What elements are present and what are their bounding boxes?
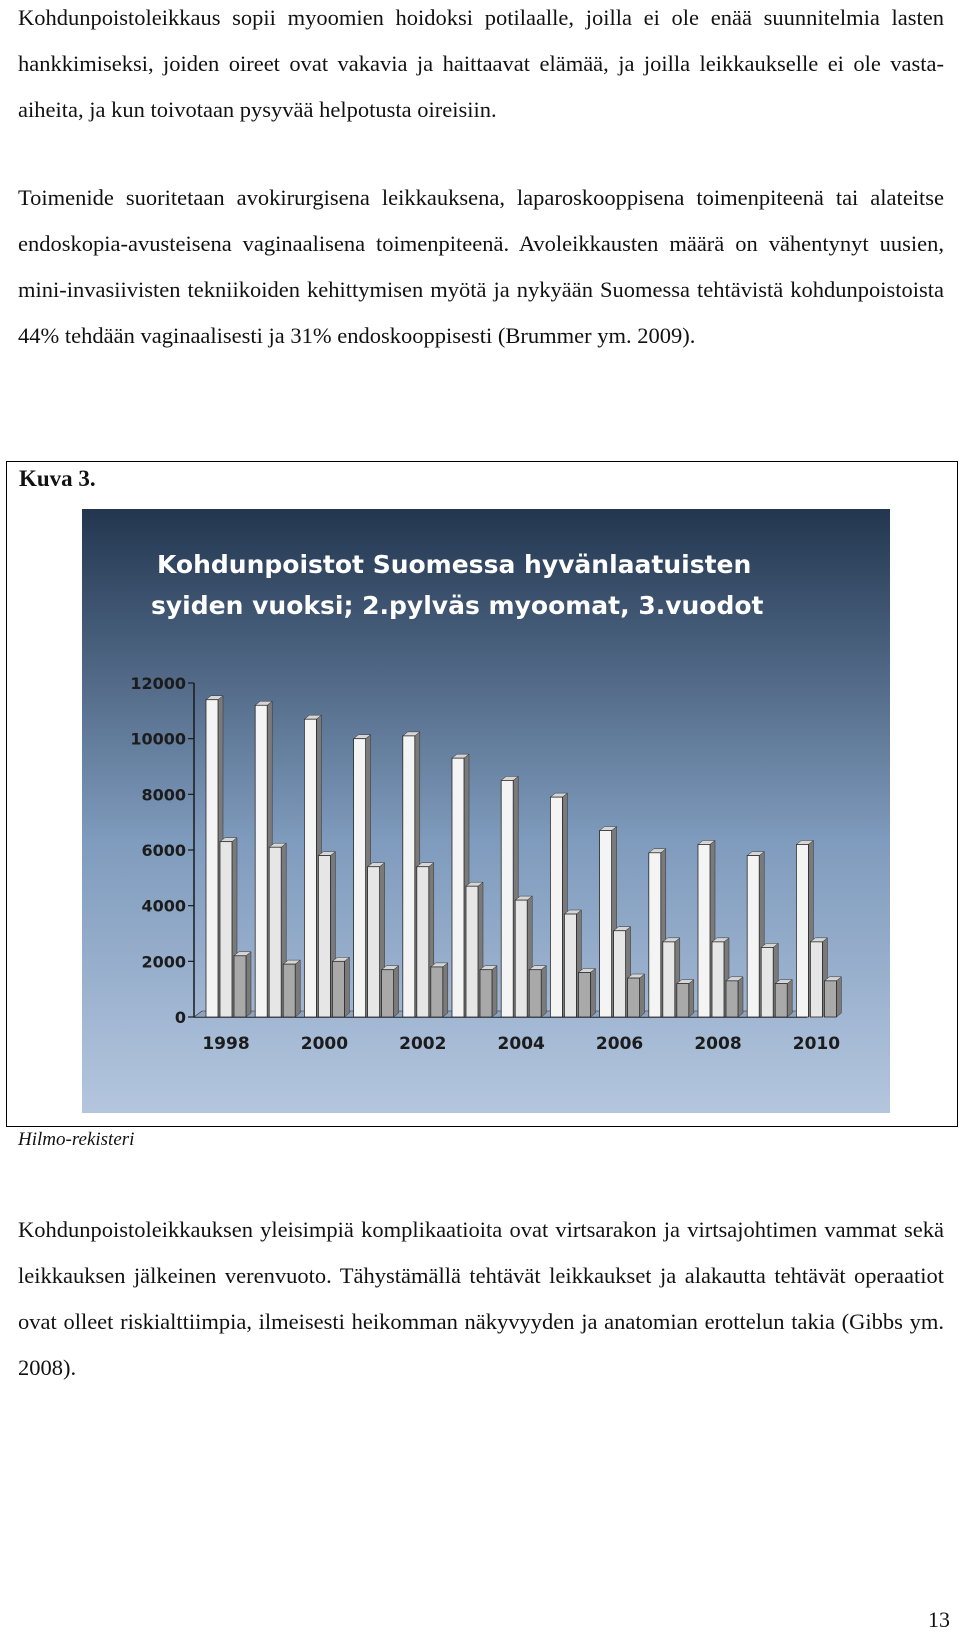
y-tick-label: 12000 (130, 674, 186, 693)
bar-series-3-side (590, 968, 595, 1017)
paragraph-surgical-methods: Toimenide suoritetaan avokirurgisena leikkauksena, laparoskooppisena toimenpiteenä tai alateitse endoskopia-avusteisena vaginaalisena toimenpiteenä. Avoleikkausten määrä on vähentynyt uusien, mini-invasiivisten tekniikoiden kehittymisen myötä ja nykyään Suomessa tehtävistä kohdunpoistoista 44% tehdään vaginaalisesti ja 31% endoskooppisesti (Brummer ym. 2009). (18, 185, 944, 348)
bar-series-3-bar (726, 981, 738, 1017)
y-tick-label: 8000 (141, 785, 186, 805)
bar-series-3-side (295, 960, 300, 1017)
bar-series-1-bar (698, 844, 710, 1017)
bar-series-2-bar (810, 942, 822, 1017)
figure-source: Hilmo-rekisteri (18, 1129, 135, 1150)
bar-series-2-bar (220, 842, 232, 1017)
bar-series-3-side (640, 974, 645, 1017)
bar-series-1-bar (403, 736, 415, 1017)
x-tick-label: 2004 (497, 1034, 545, 1054)
bar-series-1-bar (501, 780, 513, 1017)
bar-series-2-bar (761, 947, 773, 1017)
x-tick-label: 2008 (694, 1034, 742, 1054)
bar-series-2-bar (614, 931, 626, 1017)
bar-series-3-side (344, 957, 349, 1017)
bar-series-1-bar (649, 853, 661, 1017)
bar-series-3-bar (529, 970, 541, 1017)
bar-series-3-bar (677, 984, 689, 1017)
bar-series-2-bar (564, 914, 576, 1017)
x-tick-label: 2000 (300, 1034, 349, 1054)
bar-series-1-bar (600, 831, 612, 1017)
bar-series-1-bar (550, 797, 562, 1017)
x-tick-label: 2006 (595, 1034, 644, 1054)
bar-series-1-bar (304, 719, 316, 1017)
bar-series-3-side (689, 980, 694, 1017)
bar-series-3-side (492, 966, 497, 1017)
bar-series-1-bar (452, 758, 464, 1017)
x-tick-label: 1998 (202, 1034, 250, 1054)
bar-series-3-bar (382, 970, 394, 1017)
y-tick-label: 6000 (141, 841, 186, 860)
bar-series-2-bar (466, 886, 478, 1017)
bar-series-2-bar (417, 867, 429, 1017)
page-number: 13 (928, 1607, 950, 1632)
bar-series-1-bar (206, 700, 218, 1017)
bar-series-2-bar (712, 942, 724, 1017)
bar-series-2-bar (515, 900, 527, 1017)
bar-chart (82, 509, 890, 1113)
bar-series-3-bar (578, 972, 590, 1017)
bar-series-3-bar (775, 984, 787, 1017)
figure-label: Kuva 3. (19, 466, 96, 491)
y-tick-label: 0 (174, 1008, 186, 1027)
bar-series-3-side (394, 966, 399, 1017)
bar-series-2-bar (368, 867, 380, 1017)
bar-series-2-bar (663, 942, 675, 1017)
chart-container (82, 509, 890, 1113)
bar-series-3-side (836, 977, 841, 1017)
bar-series-1-bar (747, 856, 759, 1017)
bar-series-3-bar (480, 970, 492, 1017)
bar-series-3-bar (283, 964, 295, 1017)
bar-series-3-side (246, 952, 251, 1017)
bar-series-3-bar (332, 961, 344, 1017)
bar-series-1-bar (255, 705, 267, 1017)
y-tick-label: 2000 (141, 952, 186, 972)
bar-series-3-bar (824, 981, 836, 1017)
bar-series-3-side (443, 963, 448, 1017)
bar-series-3-bar (628, 978, 640, 1017)
chart-title-line: syiden vuoksi; 2.pylväs myoomat, 3.vuodot (151, 591, 764, 620)
y-tick-label: 10000 (130, 729, 186, 749)
x-tick-label: 2010 (792, 1034, 841, 1054)
chart-title-line: Kohdunpoistot Suomessa hyvänlaatuisten (157, 550, 752, 579)
bar-series-1-bar (796, 844, 808, 1017)
paragraph-myomas: Kohdunpoistoleikkaus sopii myoomien hoidoksi potilaalle, joilla ei ole enää suunnitelmia lasten hankkimiseksi, joiden oireet ovat vakavia ja haittaavat elämää, ja joilla leikkaukselle ei ole vasta-aiheita, ja kun toivotaan pysyvää helpotusta oireisiin. (18, 5, 944, 122)
figure-frame (6, 461, 958, 1127)
paragraph-complications: Kohdunpoistoleikkauksen yleisimpiä komplikaatioita ovat virtsarakon ja virtsajohtimen vammat sekä leikkauksen jälkeinen verenvuoto. Tähystämällä tehtävät leikkaukset ja alakautta tehtävät operaatiot ovat olleet riskialttiimpia, ilmeisesti heikomman näkyvyyden ja anatomian erottelun takia (Gibbs ym. 2008). (18, 1217, 944, 1380)
bar-series-1-bar (354, 739, 366, 1017)
x-tick-label: 2002 (399, 1034, 447, 1054)
bar-series-2-bar (318, 856, 330, 1017)
bar-series-3-side (541, 966, 546, 1017)
bar-series-2-bar (269, 847, 281, 1017)
bar-series-3-side (738, 977, 743, 1017)
bar-series-3-bar (431, 967, 443, 1017)
y-tick-label: 4000 (141, 896, 186, 916)
bar-series-3-bar (234, 956, 246, 1017)
bar-series-3-side (787, 980, 792, 1017)
